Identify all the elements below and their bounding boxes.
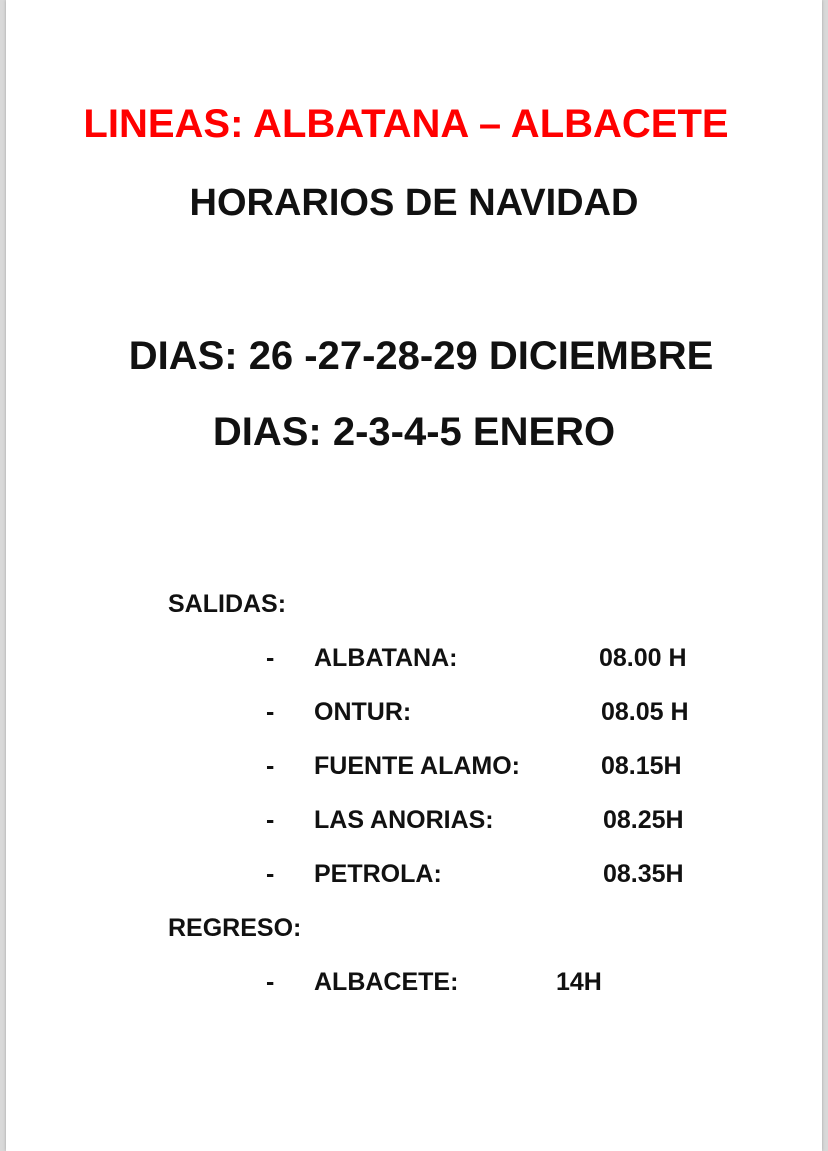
list-bullet: -	[266, 644, 275, 672]
list-bullet: -	[266, 698, 275, 726]
stop-name: LAS ANORIAS:	[314, 806, 494, 834]
departures-label: SALIDAS:	[168, 590, 287, 618]
list-bullet: -	[266, 860, 275, 888]
document-title: LINEAS: ALBATANA – ALBACETE	[83, 102, 729, 146]
departure-row-las-anorias	[6, 806, 822, 840]
days-january: DIAS: 2-3-4-5 ENERO	[212, 410, 616, 454]
return-label: REGRESO:	[168, 914, 302, 942]
days-december: DIAS: 26 -27-28-29 DICIEMBRE	[128, 334, 714, 378]
stop-time: 14H	[556, 968, 602, 996]
departure-row-ontur	[6, 698, 822, 732]
document-page	[6, 0, 822, 1151]
stop-time: 08.00 H	[599, 644, 687, 672]
stop-name: ONTUR:	[314, 698, 412, 726]
stop-time: 08.25H	[603, 806, 684, 834]
departure-row-fuente-alamo	[6, 752, 822, 786]
document-subtitle: HORARIOS DE NAVIDAD	[189, 182, 639, 224]
list-bullet: -	[266, 968, 275, 996]
stop-name: PETROLA:	[314, 860, 442, 888]
return-row-albacete	[6, 968, 822, 1002]
stop-name: ALBACETE:	[314, 968, 459, 996]
departure-row-albatana	[6, 644, 822, 678]
list-bullet: -	[266, 806, 275, 834]
stop-time: 08.15H	[601, 752, 682, 780]
stop-time: 08.05 H	[601, 698, 689, 726]
stop-name: FUENTE ALAMO:	[314, 752, 520, 780]
departure-row-petrola	[6, 860, 822, 894]
stop-time: 08.35H	[603, 860, 684, 888]
stop-name: ALBATANA:	[314, 644, 458, 672]
list-bullet: -	[266, 752, 275, 780]
